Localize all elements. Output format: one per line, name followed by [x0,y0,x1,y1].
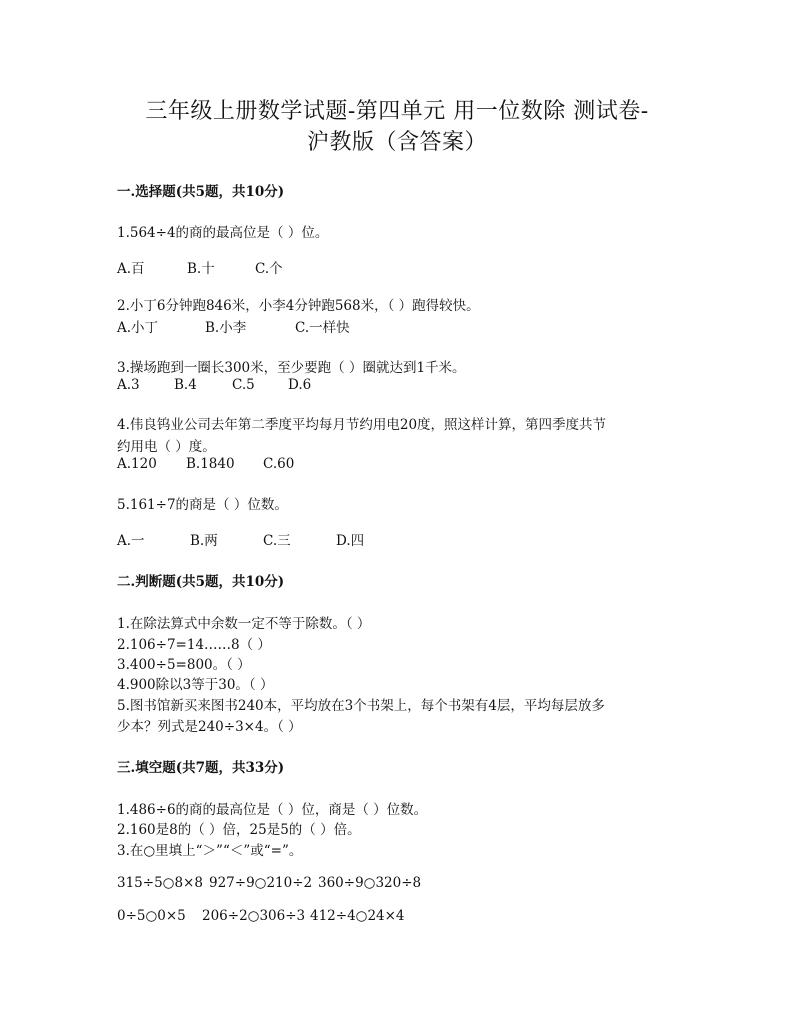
page-title-line-1: 三年级上册数学试题-第四单元 用一位数除 测试卷- [145,99,649,124]
fill-item: 1.486÷6的商的最高位是（ ）位，商是（ ）位数。 [117,802,428,818]
option-a: A.小丁 [117,320,159,336]
option-b: B.两 [190,533,218,549]
compare-expression: 360÷9○320÷8 [318,875,422,891]
compare-expression: 206÷2○306÷3 [202,908,306,924]
section-heading-fill: 三.填空题(共7题，共33分) [117,760,285,776]
option-c: C.60 [263,456,295,472]
option-c: C.个 [255,261,283,277]
section-heading-judgement: 二.判断题(共5题，共10分) [117,574,285,590]
compare-expression: 0÷5○0×5 [117,908,186,924]
question-5: 5.161÷7的商是（ ）位数。 [117,497,288,513]
option-c: C.三 [263,533,291,549]
page-title-line-2: 沪教版（含答案） [306,130,487,155]
option-a: A.百 [117,261,145,277]
option-d: D.6 [288,377,312,393]
option-b: B.小李 [205,320,247,336]
option-c: C.一样快 [295,320,350,336]
judgement-item: 1.在除法算式中余数一定不等于除数。（ ） [117,616,371,632]
fill-item: 3.在○里填上“＞”“＜”或“=”。 [117,843,303,859]
judgement-item: 5.图书馆新买来图书240本，平均放在3个书架上，每个书架有4层，平均每层放多 [117,698,605,714]
judgement-item: 2.106÷7=14……8（ ） [117,637,271,653]
option-a: A.120 [117,456,157,472]
question-2: 2.小丁6分钟跑846米，小李4分钟跑568米，（ ）跑得较快。 [117,298,480,314]
judgement-item: 3.400÷5=800。（ ） [117,657,251,673]
judgement-item-continued: 少本？列式是240÷3×4。（ ） [117,719,302,735]
option-d: D.四 [336,533,365,549]
compare-expression: 927÷9○210÷2 [209,875,313,891]
question-4-line-1: 4.伟良钨业公司去年第二季度平均每月节约用电20度，照这样计算，第四季度共节 [117,417,607,433]
question-3: 3.操场跑到一圈长300米，至少要跑（ ）圈就达到1千米。 [117,360,466,376]
option-b: B.4 [174,377,197,393]
option-b: B.1840 [186,456,235,472]
option-b: B.十 [187,261,215,277]
option-c: C.5 [232,377,255,393]
section-heading-choice: 一.选择题(共5题，共10分) [117,184,285,200]
question-4-line-2: 约用电（ ）度。 [117,439,216,455]
compare-expression: 412÷4○24×4 [310,908,405,924]
judgement-item: 4.900除以3等于30。（ ） [117,677,274,693]
fill-item: 2.160是8的（ ）倍，25是5的（ ）倍。 [117,822,361,838]
option-a: A.一 [117,533,145,549]
compare-expression: 315÷5○8×8 [117,875,203,891]
question-1: 1.564÷4的商的最高位是（ ）位。 [117,225,329,241]
option-a: A.3 [117,377,140,393]
